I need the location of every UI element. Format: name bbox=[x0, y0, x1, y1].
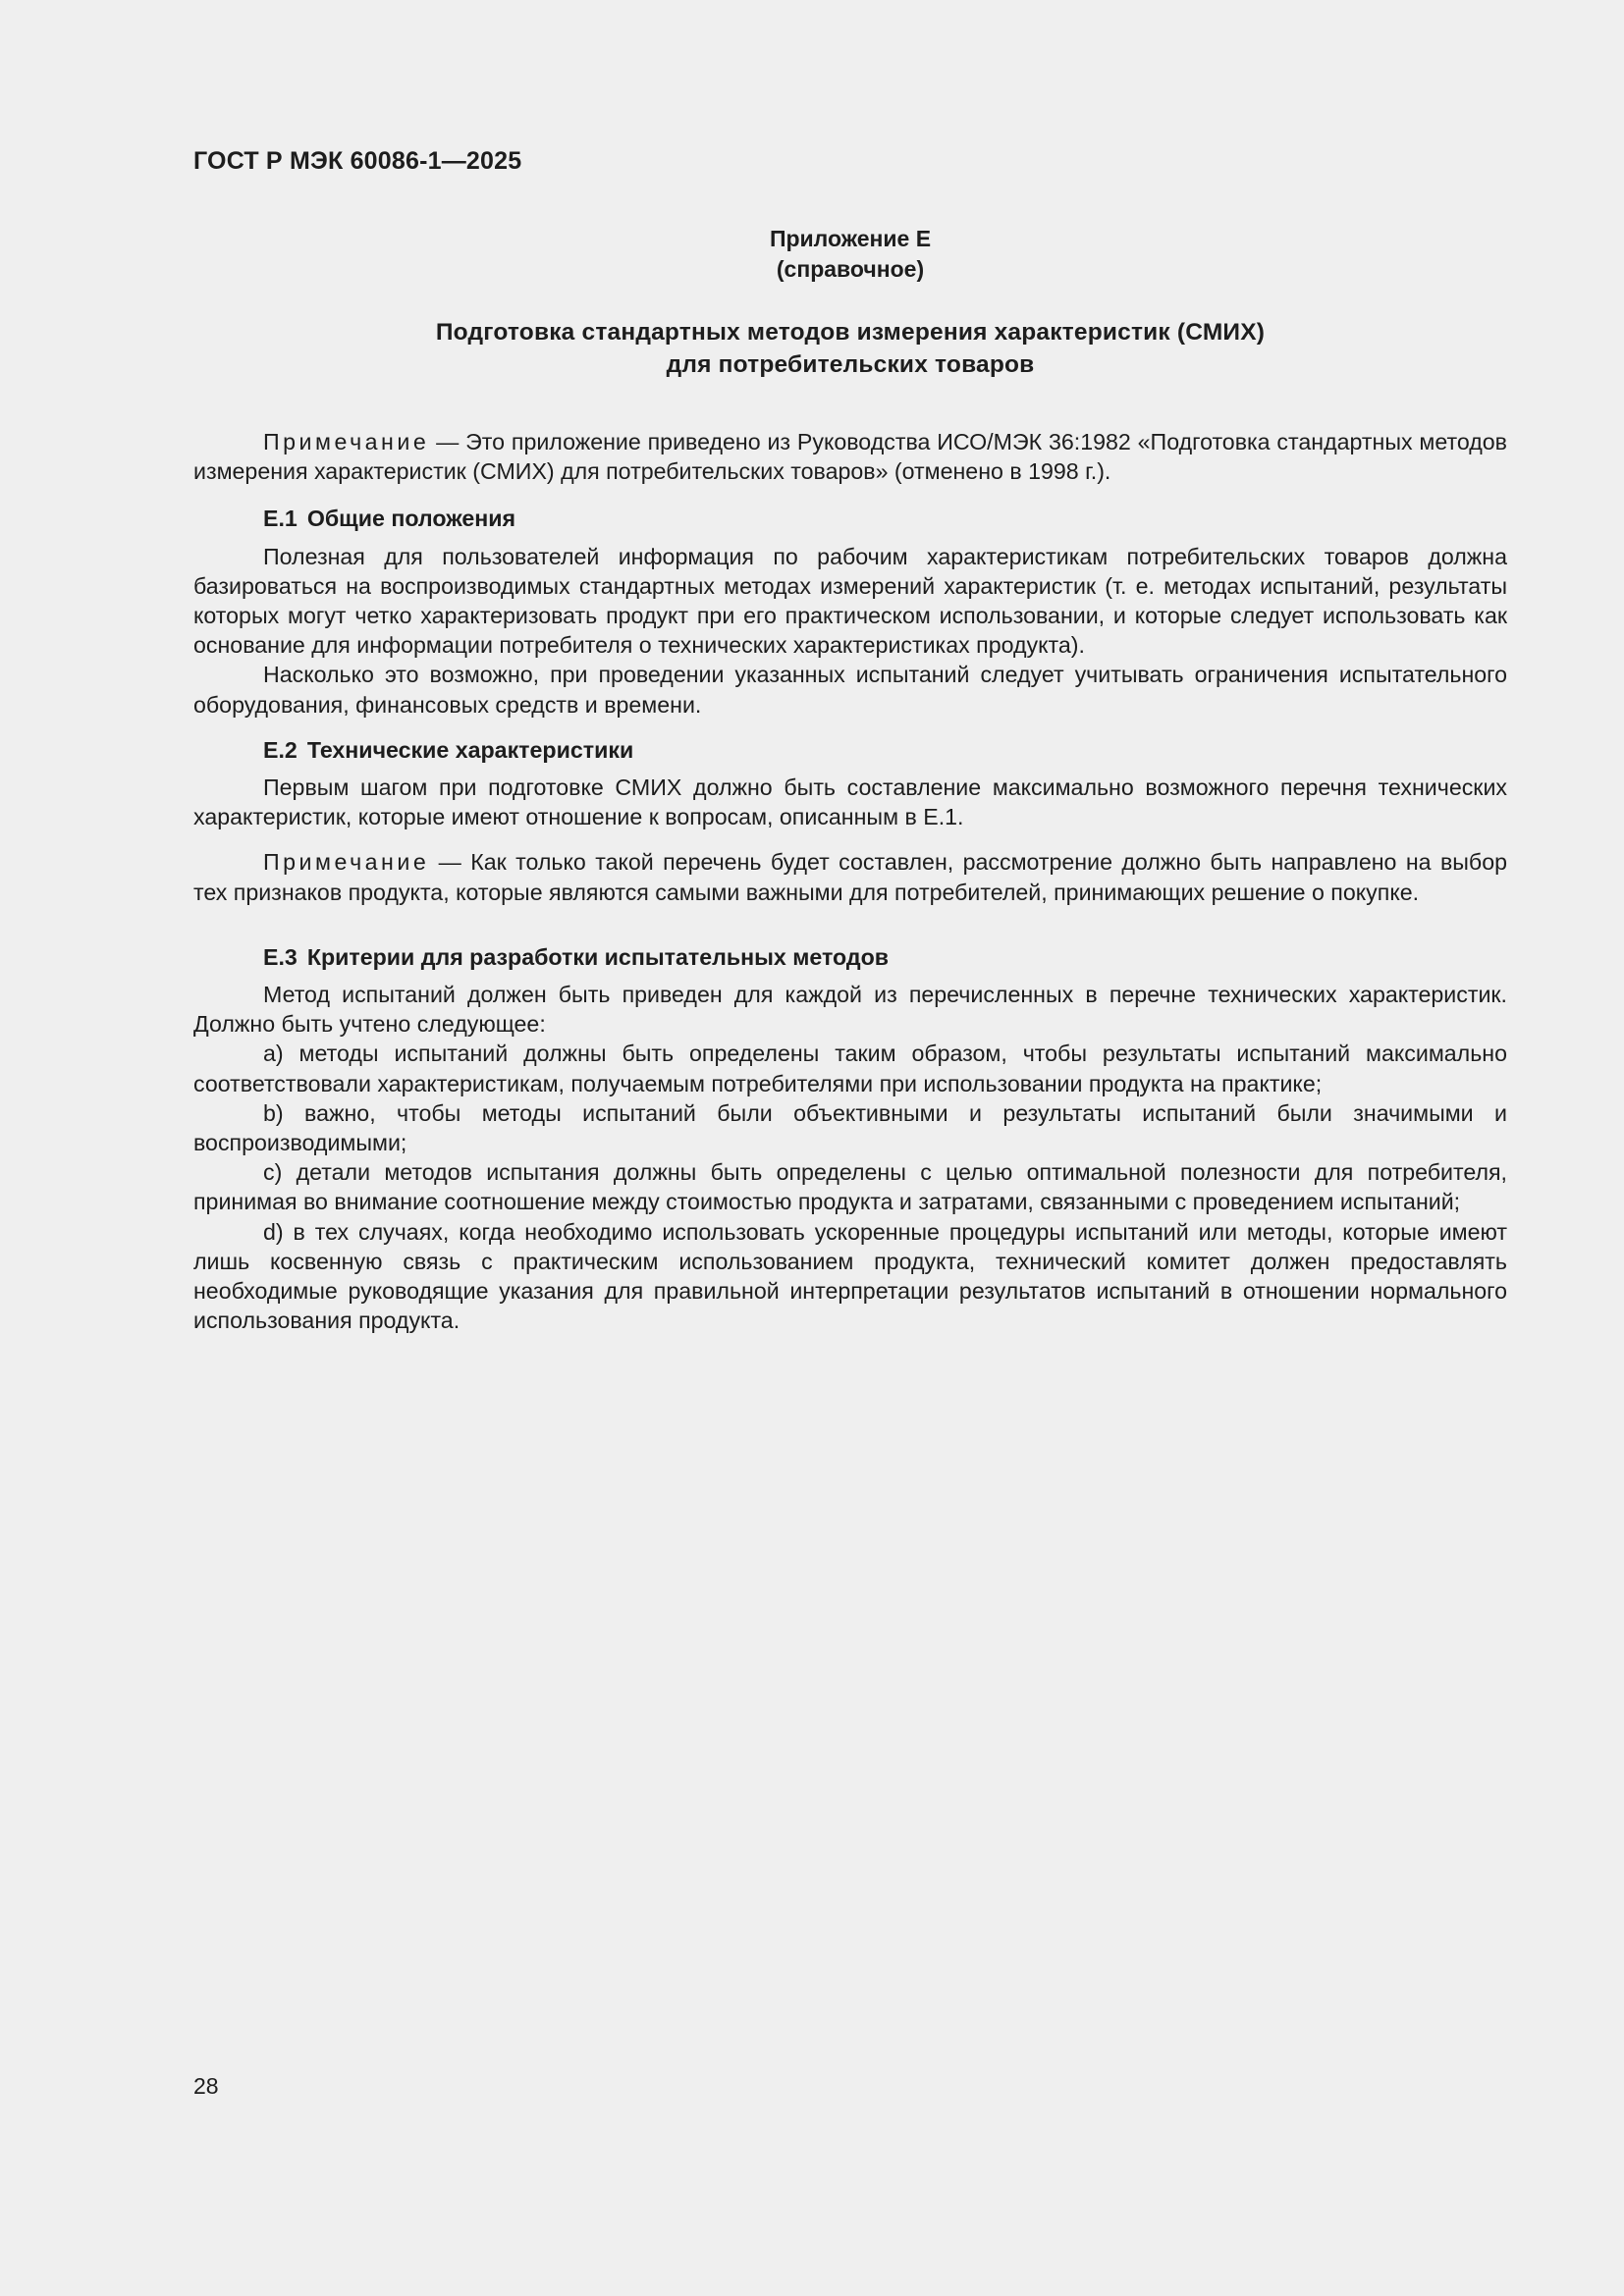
intro-note bbox=[193, 427, 1507, 486]
note-text: — Как только такой перечень будет составлен, рассмотрение должно быть направлено на выбор тех признаков продукта, которые являются самыми важными для потребителей, принимающих решение о покупке. bbox=[193, 849, 1507, 905]
section-title: Критерии для разработки испытательных методов bbox=[306, 943, 890, 970]
section-title: Общие положения bbox=[306, 506, 516, 532]
page-number: 28 bbox=[193, 2073, 219, 2099]
list-item: d) в тех случаях, когда необходимо использовать ускоренные процедуры испытаний или методы, которые имеют лишь косвенную связь с практическим использованием продукта, технический комитет должен предоставлять необходимые руководящие указания для правильной интерпретации результатов испытаний в отношении нормального использования продукта. bbox=[193, 1218, 1507, 1334]
section-note bbox=[193, 847, 1507, 906]
note-label: Примечание bbox=[263, 849, 430, 876]
document-header: ГОСТ Р МЭК 60086-1—2025 bbox=[193, 147, 522, 175]
document-body bbox=[193, 427, 1507, 1335]
section-number: Е.1 bbox=[263, 506, 298, 532]
annex-title bbox=[193, 316, 1507, 381]
annex-heading bbox=[193, 224, 1507, 285]
section-heading-e3 bbox=[193, 942, 1507, 972]
annex-title-line1: Подготовка стандартных методов измерения характеристик (СМИХ) bbox=[435, 319, 1266, 346]
list-item: b) важно, чтобы методы испытаний были объективными и результаты испытаний были значимыми и воспроизводимыми; bbox=[193, 1099, 1507, 1156]
section-heading-e2 bbox=[193, 735, 1507, 765]
paragraph: Насколько это возможно, при проведении указанных испытаний следует учитывать ограничения испытательного оборудования, финансовых средств и времени. bbox=[193, 662, 1507, 718]
note-text: — Это приложение приведено из Руководства ИСО/МЭК 36:1982 «Подготовка стандартных методов измерения характеристик (СМИХ) для потребительских товаров» (отменено в 1998 г.). bbox=[193, 429, 1507, 485]
list-item: a) методы испытаний должны быть определены таким образом, чтобы результаты испытаний максимально соответствовали характеристикам, получаемым потребителями при использовании продукта на практике; bbox=[193, 1041, 1507, 1096]
section-title: Технические характеристики bbox=[306, 736, 634, 763]
paragraph: Метод испытаний должен быть приведен для каждой из перечисленных в перечне технических характеристик. Должно быть учтено следующее: bbox=[193, 982, 1507, 1038]
paragraph: Первым шагом при подготовке СМИХ должно быть составление максимально возможного перечня технических характеристик, которые имеют отношение к вопросам, описанным в Е.1. bbox=[193, 774, 1507, 830]
section-number: Е.3 bbox=[263, 943, 298, 970]
list-item: c) детали методов испытания должны быть определены с целью оптимальной полезности для потребителя, принимая во внимание соотношение между стоимостью продукта и затратами, связанными с проведением испытаний; bbox=[193, 1159, 1507, 1215]
note-label: Примечание bbox=[263, 429, 430, 454]
paragraph: Полезная для пользователей информация по рабочим характеристикам потребительских товаров должна базироваться на воспроизводимых стандартных методах измерений характеристик (т. е. методах испытаний, результаты которых могут четко характеризовать продукт при его практическом использовании, и которые следует использовать как основание для информации потребителя о технических характеристиках продукта). bbox=[193, 543, 1507, 659]
section-number: Е.2 bbox=[263, 736, 298, 763]
annex-title-line2: для потребительских товаров bbox=[666, 351, 1035, 378]
annex-type: (справочное) bbox=[776, 256, 925, 282]
section-heading-e1 bbox=[193, 504, 1507, 533]
annex-label: Приложение Е bbox=[769, 226, 932, 251]
